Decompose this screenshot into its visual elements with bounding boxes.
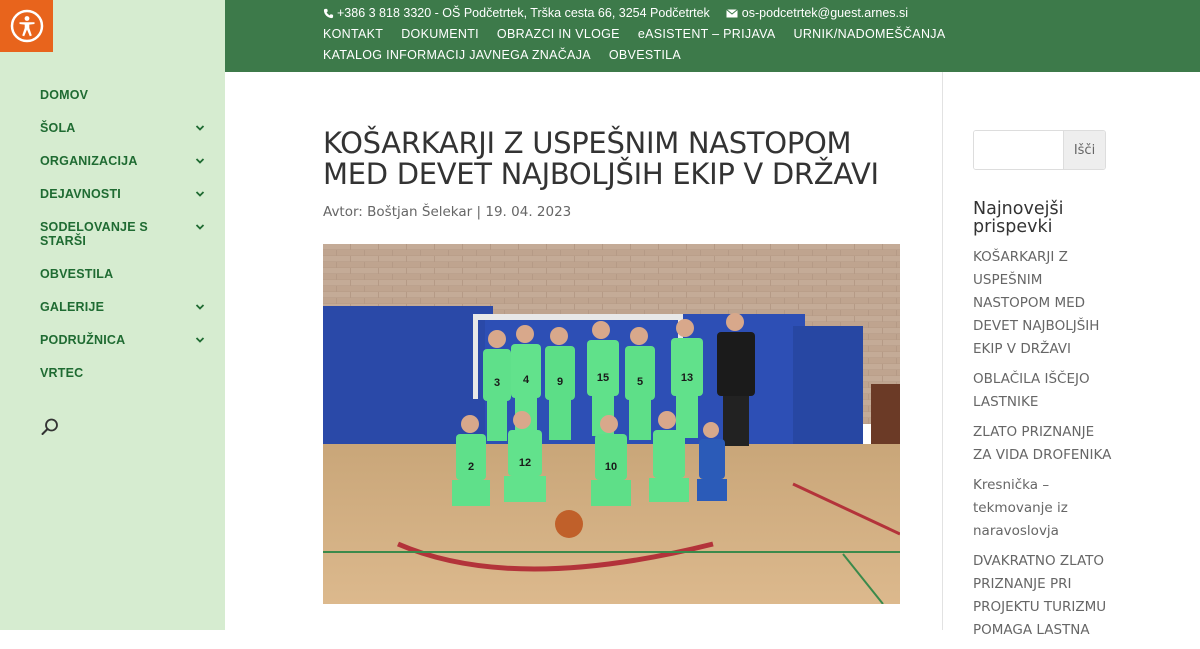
sidebar-item-label: ŠOLA bbox=[40, 121, 76, 135]
left-sidebar bbox=[0, 0, 225, 630]
sidebar-item-label: ORGANIZACIJA bbox=[40, 154, 138, 168]
jersey-number: 12 bbox=[518, 457, 532, 469]
header-menu-link[interactable]: KONTAKT bbox=[323, 27, 384, 41]
recent-post-link[interactable]: ZLATO PRIZNANJE ZA VIDA DROFENIKA bbox=[973, 424, 1112, 463]
header-menu-row2 bbox=[323, 48, 681, 62]
recent-post-link[interactable]: DVAKRATNO ZLATO PRIZNANJE PRI PROJEKTU TURIZMU POMAGA LASTNA bbox=[973, 553, 1107, 638]
sidebar-item-6[interactable] bbox=[40, 300, 210, 314]
sidebar-item-label: VRTEC bbox=[40, 366, 84, 380]
post-date: 19. 04. 2023 bbox=[485, 204, 572, 220]
recent-post-link[interactable]: OBLAČILA IŠČEJO LASTNIKE bbox=[973, 371, 1090, 410]
jersey-number: 15 bbox=[596, 372, 610, 384]
search-icon[interactable] bbox=[40, 417, 60, 437]
recent-posts-heading: Najnovejši prispevki bbox=[973, 199, 1064, 237]
jersey-number: 9 bbox=[556, 376, 564, 388]
featured-image bbox=[323, 244, 900, 604]
sidebar-search bbox=[973, 130, 1106, 170]
jersey-number: 10 bbox=[604, 461, 618, 473]
chevron-down-icon[interactable] bbox=[195, 222, 205, 232]
sidebar-item-3[interactable] bbox=[40, 187, 210, 201]
accessibility-icon bbox=[10, 9, 44, 43]
chevron-down-icon[interactable] bbox=[195, 335, 205, 345]
header-menu-link[interactable]: KATALOG INFORMACIJ JAVNEGA ZNAČAJA bbox=[323, 48, 591, 62]
email-text: os-podcetrtek@guest.arnes.si bbox=[741, 6, 909, 20]
main-navigation bbox=[40, 88, 210, 399]
top-header bbox=[225, 0, 1200, 72]
sidebar-item-7[interactable] bbox=[40, 333, 210, 347]
meta-separator: | bbox=[476, 204, 482, 220]
accessibility-button[interactable] bbox=[0, 0, 53, 52]
article bbox=[323, 128, 903, 220]
header-menu-link[interactable]: URNIK/NADOMEŠČANJA bbox=[793, 27, 946, 41]
search-button[interactable]: Išči bbox=[1063, 131, 1105, 169]
recent-posts-list bbox=[973, 246, 1113, 649]
chevron-down-icon[interactable] bbox=[195, 302, 205, 312]
chevron-down-icon[interactable] bbox=[195, 189, 205, 199]
sidebar-item-8[interactable] bbox=[40, 366, 210, 380]
author-link[interactable]: Boštjan Šelekar bbox=[367, 204, 473, 220]
chevron-down-icon[interactable] bbox=[195, 156, 205, 166]
email-info[interactable] bbox=[726, 6, 908, 20]
header-menu-link[interactable]: DOKUMENTI bbox=[401, 27, 479, 41]
sidebar-item-label: DEJAVNOSTI bbox=[40, 187, 121, 201]
header-menu-link[interactable]: OBVESTILA bbox=[608, 48, 682, 62]
phone-text: +386 3 818 3320 - OŠ Podčetrtek, Trška cesta 66, 3254 Podčetrtek bbox=[337, 6, 710, 20]
jersey-number: 3 bbox=[493, 377, 501, 389]
author-prefix: Avtor: bbox=[323, 204, 363, 220]
recent-post-link[interactable]: Kresnička – tekmovanje iz naravoslovja bbox=[973, 477, 1068, 539]
jersey-number: 4 bbox=[522, 374, 530, 386]
content-divider bbox=[942, 72, 943, 630]
sidebar-item-label: OBVESTILA bbox=[40, 267, 114, 281]
chevron-down-icon[interactable] bbox=[195, 123, 205, 133]
team-photo bbox=[323, 244, 900, 604]
sidebar-item-label: GALERIJE bbox=[40, 300, 105, 314]
sidebar-item-2[interactable] bbox=[40, 154, 210, 168]
jersey-number: 13 bbox=[680, 372, 694, 384]
sidebar-item-4[interactable] bbox=[40, 220, 210, 248]
post-meta bbox=[323, 204, 903, 220]
recent-post-link[interactable]: KOŠARKARJI Z USPEŠNIM NASTOPOM MED DEVET NAJBOLJŠIH EKIP V DRŽAVI bbox=[973, 249, 1100, 357]
header-menu-row1 bbox=[323, 27, 945, 41]
post-title: KOŠARKARJI Z USPEŠNIM NASTOPOM MED DEVET NAJBOLJŠIH EKIP V DRŽAVI bbox=[323, 126, 879, 191]
phone-info bbox=[323, 6, 710, 20]
phone-icon bbox=[323, 8, 334, 19]
header-menu-link[interactable]: eASISTENT – PRIJAVA bbox=[637, 27, 776, 41]
envelope-icon bbox=[726, 9, 738, 18]
sidebar-item-label: PODRUŽNICA bbox=[40, 333, 126, 347]
jersey-number: 5 bbox=[636, 376, 644, 388]
contact-info bbox=[323, 6, 908, 20]
sidebar-item-label: DOMOV bbox=[40, 88, 89, 102]
sidebar-item-label: SODELOVANJE S STARŠI bbox=[40, 220, 148, 248]
sidebar-item-0[interactable] bbox=[40, 88, 210, 102]
jersey-number: 2 bbox=[467, 461, 475, 473]
sidebar-item-1[interactable] bbox=[40, 121, 210, 135]
header-menu-link[interactable]: OBRAZCI IN VLOGE bbox=[496, 27, 620, 41]
sidebar-item-5[interactable] bbox=[40, 267, 210, 281]
search-input[interactable] bbox=[974, 131, 1063, 169]
